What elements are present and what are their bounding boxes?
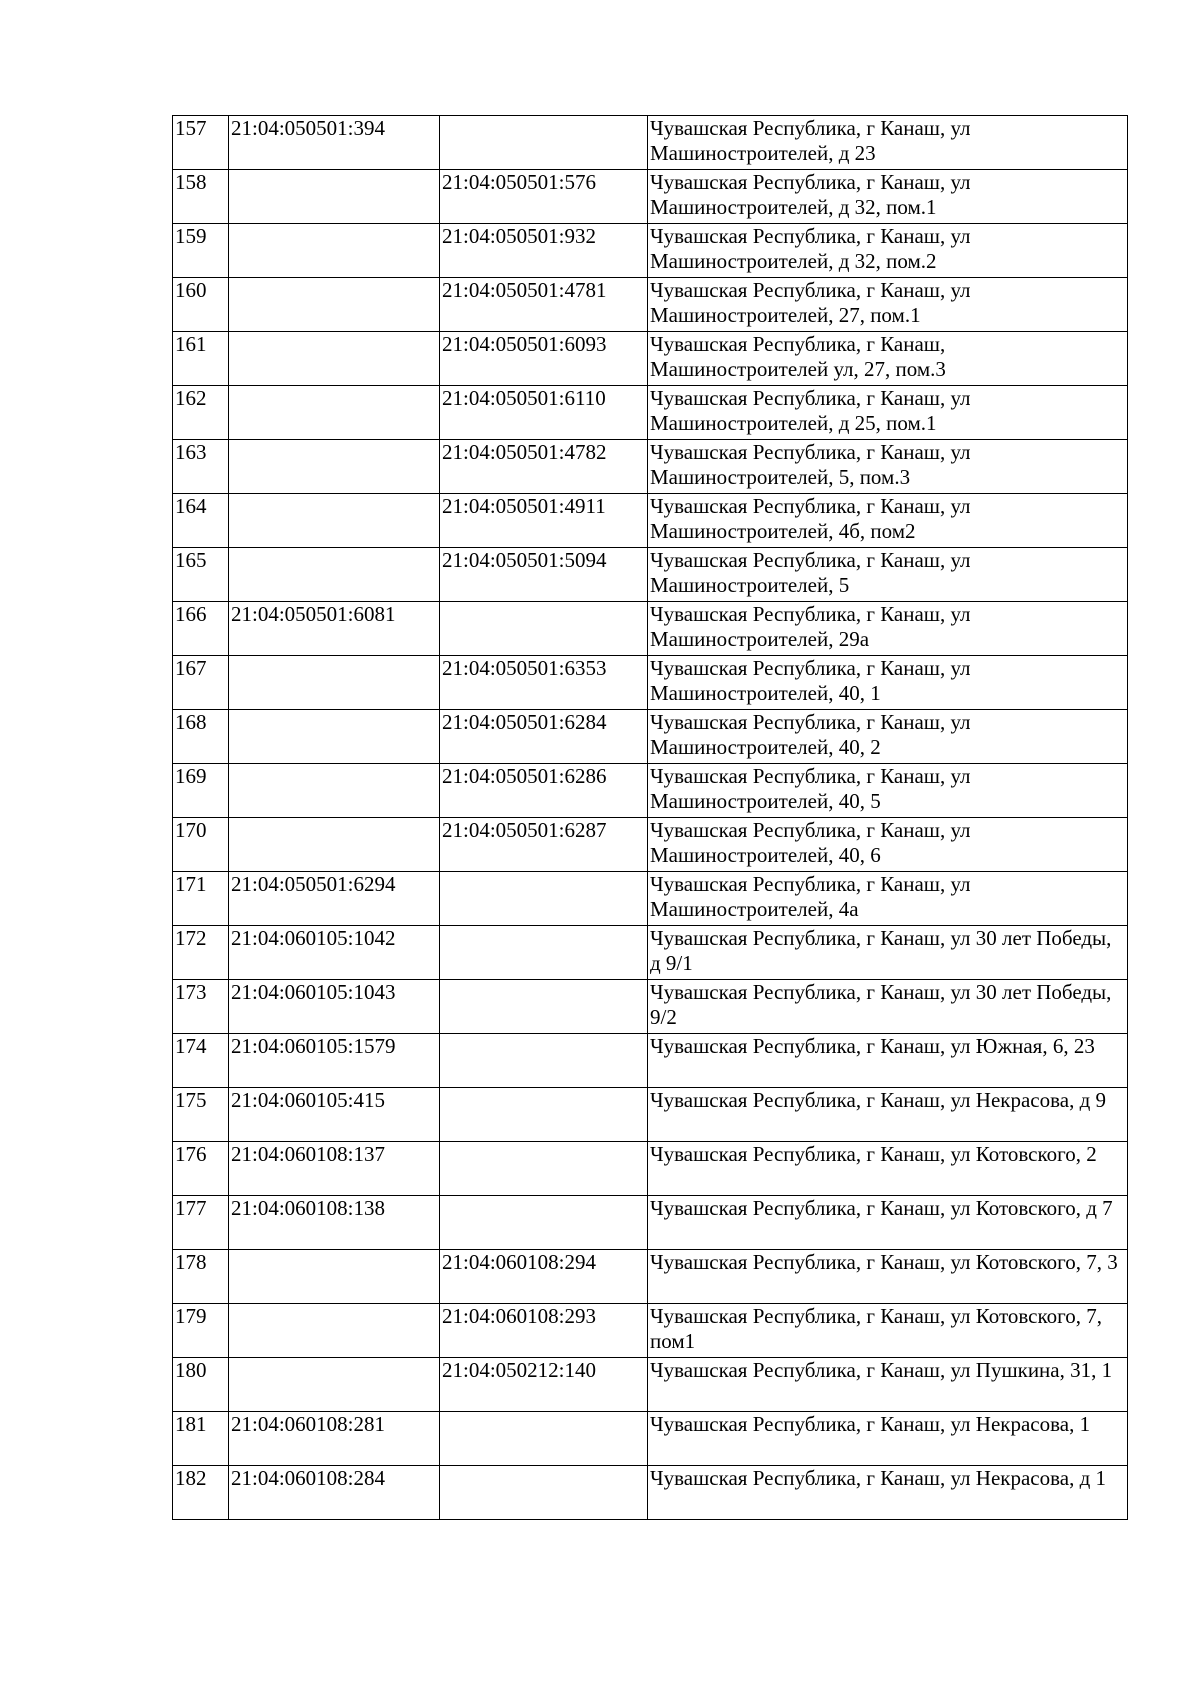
address-cell: Чувашская Республика, г Канаш, ул Машиностроителей, 4а [648,872,1128,926]
row-number-cell: 180 [173,1358,229,1412]
building-cadastral-number-cell [229,548,440,602]
table-row [173,1466,1128,1520]
building-cadastral-number-cell: 21:04:060108:137 [229,1142,440,1196]
building-cadastral-number-cell [229,818,440,872]
building-cadastral-number-cell [229,710,440,764]
building-cadastral-number-cell [229,1250,440,1304]
table-row [173,1088,1128,1142]
premises-cadastral-number-cell: 21:04:050501:5094 [440,548,648,602]
premises-cadastral-number-cell [440,1196,648,1250]
building-cadastral-number-cell [229,224,440,278]
row-number-cell: 177 [173,1196,229,1250]
row-number-cell: 171 [173,872,229,926]
property-registry-table [172,115,1128,1520]
building-cadastral-number-cell: 21:04:060108:281 [229,1412,440,1466]
row-number-cell: 157 [173,116,229,170]
table-row [173,440,1128,494]
premises-cadastral-number-cell: 21:04:050501:6093 [440,332,648,386]
premises-cadastral-number-cell [440,116,648,170]
row-number-cell: 166 [173,602,229,656]
premises-cadastral-number-cell: 21:04:050501:4781 [440,278,648,332]
address-cell: Чувашская Республика, г Канаш, ул Машиностроителей, 5, пом.3 [648,440,1128,494]
table-row [173,116,1128,170]
address-cell: Чувашская Республика, г Канаш, ул Котовского, 7, 3 [648,1250,1128,1304]
table-row [173,170,1128,224]
building-cadastral-number-cell: 21:04:060108:284 [229,1466,440,1520]
address-cell: Чувашская Республика, г Канаш, ул Некрасова, 1 [648,1412,1128,1466]
building-cadastral-number-cell: 21:04:050501:6294 [229,872,440,926]
row-number-cell: 162 [173,386,229,440]
premises-cadastral-number-cell: 21:04:050212:140 [440,1358,648,1412]
building-cadastral-number-cell [229,1304,440,1358]
building-cadastral-number-cell: 21:04:060105:1043 [229,980,440,1034]
premises-cadastral-number-cell: 21:04:050501:576 [440,170,648,224]
premises-cadastral-number-cell [440,872,648,926]
address-cell: Чувашская Республика, г Канаш, ул Некрасова, д 1 [648,1466,1128,1520]
row-number-cell: 165 [173,548,229,602]
address-cell: Чувашская Республика, г Канаш, ул Машиностроителей, д 25, пом.1 [648,386,1128,440]
row-number-cell: 167 [173,656,229,710]
address-cell: Чувашская Республика, г Канаш, ул Машиностроителей, 27, пом.1 [648,278,1128,332]
address-cell: Чувашская Республика, г Канаш, ул 30 лет Победы, д 9/1 [648,926,1128,980]
table-row [173,818,1128,872]
row-number-cell: 174 [173,1034,229,1088]
address-cell: Чувашская Республика, г Канаш, ул Котовского, 2 [648,1142,1128,1196]
row-number-cell: 163 [173,440,229,494]
premises-cadastral-number-cell [440,602,648,656]
table-row [173,1304,1128,1358]
address-cell: Чувашская Республика, г Канаш, ул Некрасова, д 9 [648,1088,1128,1142]
table-row [173,710,1128,764]
building-cadastral-number-cell: 21:04:060105:415 [229,1088,440,1142]
address-cell: Чувашская Республика, г Канаш, ул Машиностроителей, 4б, пом2 [648,494,1128,548]
address-cell: Чувашская Республика, г Канаш, ул Машиностроителей, 29а [648,602,1128,656]
row-number-cell: 158 [173,170,229,224]
table-row [173,1196,1128,1250]
row-number-cell: 181 [173,1412,229,1466]
table-row [173,656,1128,710]
table-row [173,872,1128,926]
building-cadastral-number-cell [229,332,440,386]
premises-cadastral-number-cell: 21:04:050501:6353 [440,656,648,710]
table-row [173,980,1128,1034]
row-number-cell: 179 [173,1304,229,1358]
building-cadastral-number-cell [229,656,440,710]
building-cadastral-number-cell: 21:04:060105:1042 [229,926,440,980]
table-row [173,764,1128,818]
row-number-cell: 182 [173,1466,229,1520]
premises-cadastral-number-cell: 21:04:050501:6284 [440,710,648,764]
building-cadastral-number-cell [229,440,440,494]
address-cell: Чувашская Республика, г Канаш, ул Машиностроителей, 5 [648,548,1128,602]
premises-cadastral-number-cell: 21:04:050501:4911 [440,494,648,548]
building-cadastral-number-cell [229,1358,440,1412]
premises-cadastral-number-cell: 21:04:050501:932 [440,224,648,278]
building-cadastral-number-cell [229,278,440,332]
table-row [173,1358,1128,1412]
building-cadastral-number-cell: 21:04:060105:1579 [229,1034,440,1088]
row-number-cell: 175 [173,1088,229,1142]
table-row [173,1034,1128,1088]
premises-cadastral-number-cell: 21:04:050501:6110 [440,386,648,440]
table-row [173,1250,1128,1304]
building-cadastral-number-cell [229,170,440,224]
address-cell: Чувашская Республика, г Канаш, ул 30 лет Победы, 9/2 [648,980,1128,1034]
address-cell: Чувашская Республика, г Канаш, ул Котовского, 7, пом1 [648,1304,1128,1358]
building-cadastral-number-cell: 21:04:060108:138 [229,1196,440,1250]
row-number-cell: 173 [173,980,229,1034]
address-cell: Чувашская Республика, г Канаш, ул Котовского, д 7 [648,1196,1128,1250]
row-number-cell: 178 [173,1250,229,1304]
table-row [173,602,1128,656]
row-number-cell: 161 [173,332,229,386]
building-cadastral-number-cell [229,494,440,548]
table-row [173,926,1128,980]
building-cadastral-number-cell [229,386,440,440]
row-number-cell: 176 [173,1142,229,1196]
address-cell: Чувашская Республика, г Канаш, ул Южная, 6, 23 [648,1034,1128,1088]
building-cadastral-number-cell: 21:04:050501:394 [229,116,440,170]
address-cell: Чувашская Республика, г Канаш, ул Машиностроителей, 40, 2 [648,710,1128,764]
premises-cadastral-number-cell [440,1034,648,1088]
row-number-cell: 160 [173,278,229,332]
premises-cadastral-number-cell [440,980,648,1034]
building-cadastral-number-cell [229,764,440,818]
row-number-cell: 169 [173,764,229,818]
table-row [173,332,1128,386]
registry-table-body [173,116,1128,1520]
address-cell: Чувашская Республика, г Канаш, ул Машиностроителей, д 32, пом.2 [648,224,1128,278]
address-cell: Чувашская Республика, г Канаш, ул Машиностроителей, 40, 1 [648,656,1128,710]
premises-cadastral-number-cell: 21:04:060108:294 [440,1250,648,1304]
premises-cadastral-number-cell [440,1088,648,1142]
premises-cadastral-number-cell: 21:04:050501:4782 [440,440,648,494]
row-number-cell: 170 [173,818,229,872]
address-cell: Чувашская Республика, г Канаш, ул Пушкина, 31, 1 [648,1358,1128,1412]
premises-cadastral-number-cell: 21:04:060108:293 [440,1304,648,1358]
premises-cadastral-number-cell [440,1142,648,1196]
address-cell: Чувашская Республика, г Канаш, ул Машиностроителей, 40, 6 [648,818,1128,872]
address-cell: Чувашская Республика, г Канаш, ул Машиностроителей, д 32, пом.1 [648,170,1128,224]
table-row [173,224,1128,278]
premises-cadastral-number-cell [440,1466,648,1520]
premises-cadastral-number-cell: 21:04:050501:6287 [440,818,648,872]
table-row [173,494,1128,548]
premises-cadastral-number-cell: 21:04:050501:6286 [440,764,648,818]
table-row [173,1142,1128,1196]
table-row [173,386,1128,440]
premises-cadastral-number-cell [440,1412,648,1466]
row-number-cell: 172 [173,926,229,980]
building-cadastral-number-cell: 21:04:050501:6081 [229,602,440,656]
address-cell: Чувашская Республика, г Канаш, ул Машиностроителей, 40, 5 [648,764,1128,818]
table-row [173,278,1128,332]
premises-cadastral-number-cell [440,926,648,980]
row-number-cell: 164 [173,494,229,548]
row-number-cell: 159 [173,224,229,278]
address-cell: Чувашская Республика, г Канаш, ул Машиностроителей, д 23 [648,116,1128,170]
address-cell: Чувашская Республика, г Канаш, Машиностроителей ул, 27, пом.3 [648,332,1128,386]
table-row [173,548,1128,602]
row-number-cell: 168 [173,710,229,764]
table-row [173,1412,1128,1466]
